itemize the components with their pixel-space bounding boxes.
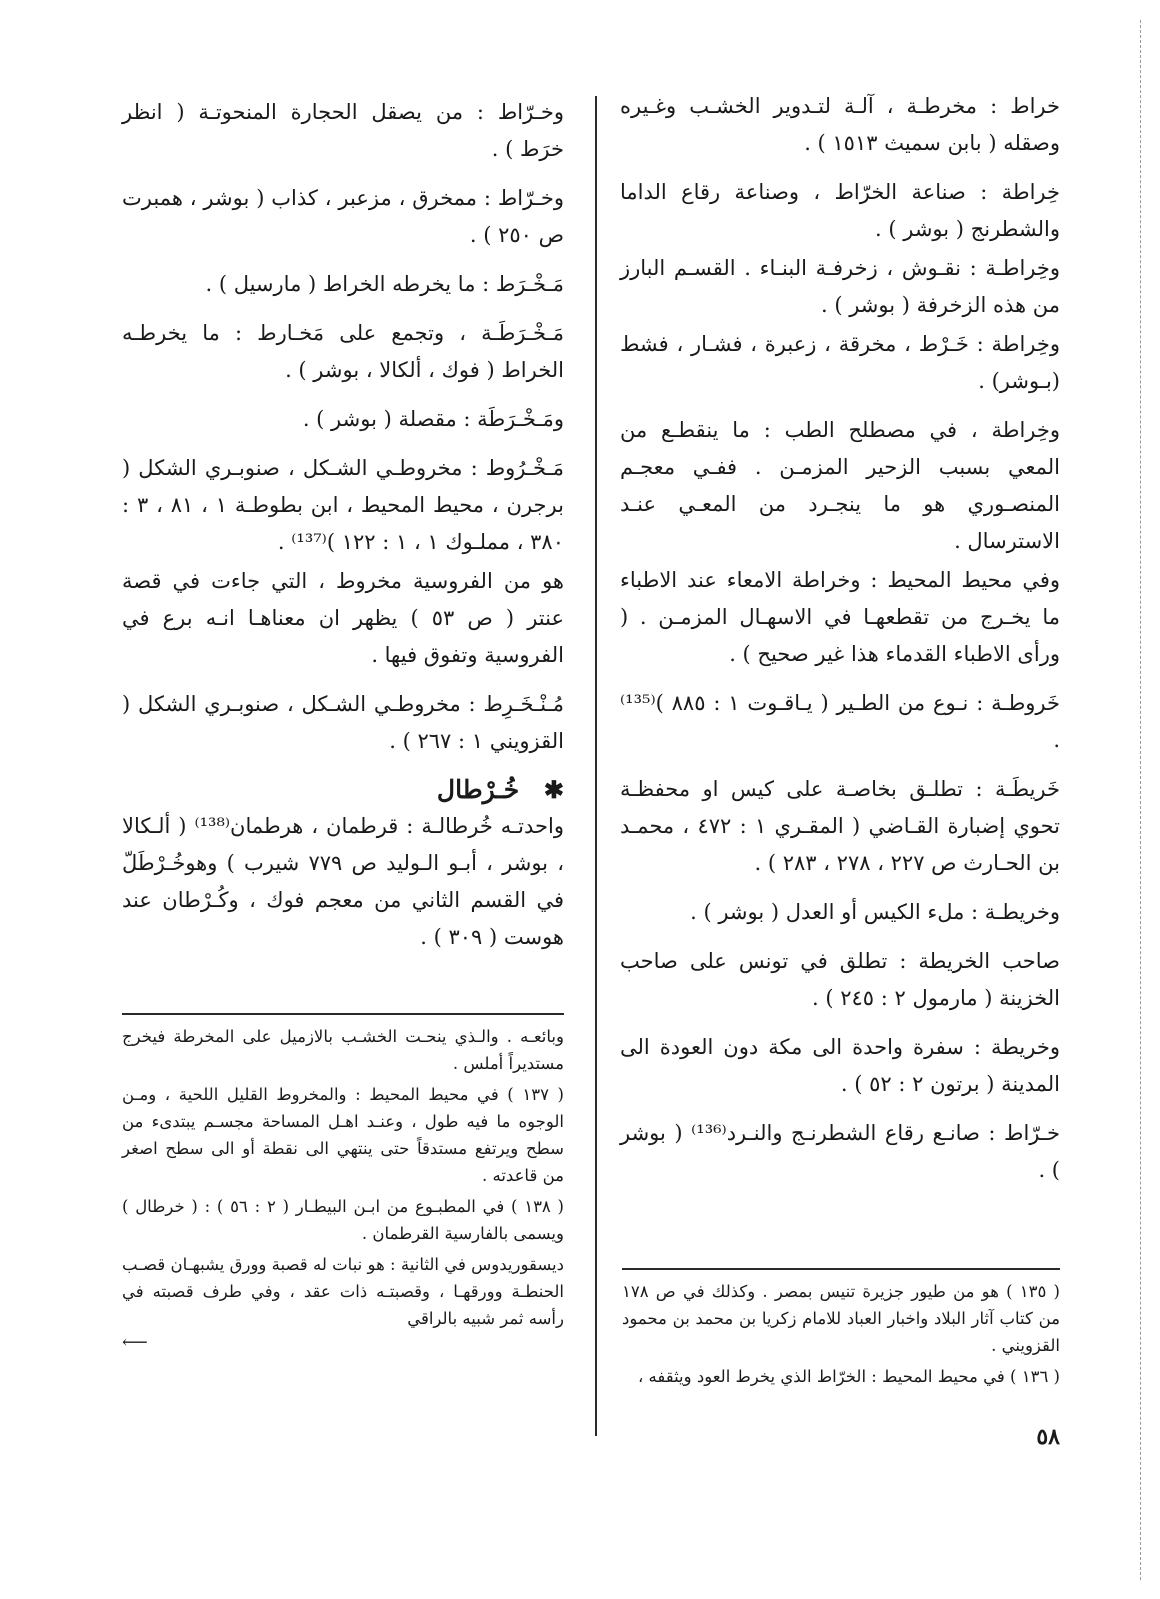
entry: خِراطة : صناعة الخرّاط ، وصناعة رقاع الداما والشطرنج ( بوشر ) . <box>620 180 1060 241</box>
entry: خراط : مخرطـة ، آلـة لتـدوير الخشـب وغـيره وصقله ( بابن سميث ١٥١٣ ) . <box>620 94 1060 155</box>
entry: وخـرّاط : من يصقل الحجارة المنحوتـة ( انظر خرَط ) . <box>122 100 564 161</box>
footnote-rule <box>122 1013 564 1015</box>
star-icon: ✱ <box>543 775 564 804</box>
left-column <box>122 94 564 968</box>
entry: مَـخْـرَط : ما يخرطه الخراط ( مارسيل ) . <box>205 272 564 296</box>
entry: خَروطـة : نـوع من الطـير ( يـاقـوت ١ : ٨٨٥ )⁽¹³⁵⁾ . <box>620 691 1061 752</box>
entry: وفي محيط المحيط : وخراطة الامعاء عند الاطباء ما يخـرج من تقطعهـا في الاسهـال المزمـن . ( ورأى الاطباء القدماء هذا غير صحيح ) . <box>620 568 1060 666</box>
entry: مَـخْـرُوط : مخروطـي الشـكل ، صنوبـري الشكل ( برجرن ، محيط المحيط ، ابن بطوطـة ١ ، ٨١ ، ٣ : ٣٨٠ ، مملـوك ١ ، ١ : ١٢٢ )⁽¹³⁷⁾ . <box>122 456 564 554</box>
entry: وخِراطـة : نقـوش ، زخرفـة البنـاء . القسـم البارز من هذه الزخرفة ( بوشر ) . <box>620 256 1060 317</box>
section-heading <box>122 772 564 808</box>
entry: وخريطـة : ملء الكيس أو العدل ( بوشر ) . <box>690 900 1060 924</box>
page-number: ٥٨ <box>1036 1424 1060 1450</box>
footnotes-left <box>122 1023 564 1353</box>
entry: وخِراطة ، في مصطلح الطب : ما ينقطـع من المعي بسبب الزحير المزمـن . ففـي معجـم المنصـوري هو ما ينجـرد من المعـي عنـد الاسترسال . <box>620 418 1060 553</box>
footnote-rule <box>622 1268 1060 1270</box>
entry: واحدتـه خُرطالـة : قرطمان ، هرطمان⁽¹³⁸⁾ ( ألـكالا ، بوشر ، أبـو الـوليد ص ٧٧٩ شيرب ) وهوخُـرْطَلّ في القسم الثاني من معجم فوك ، وكُـرْطان عند هوست ( ٣٠٩ ) . <box>122 814 564 949</box>
column-divider <box>595 96 597 1436</box>
entry: خـرّاط : صانـع رقاع الشطرنـج والنـرد⁽¹³⁶⁾ ( بوشر ) . <box>620 1121 1061 1182</box>
scan-edge <box>1140 20 1142 1580</box>
entry: وخِراطة : خَـرْط ، مخرقة ، زعبرة ، فشـار ، فشط (بـوشر) . <box>620 332 1060 393</box>
heading-word: خُـرْطال <box>436 775 520 804</box>
footnote: ( ١٣٦ ) في محيط المحيط : الخرّاط الذي يخرط العود ويثقفه ، <box>637 1367 1060 1386</box>
footnotes-right <box>622 1278 1060 1394</box>
right-column <box>620 88 1060 1201</box>
entry: وخـرّاط : ممخرق ، مزعبر ، كذاب ( بوشر ، همبرت ص ٢٥٠ ) . <box>122 186 564 247</box>
footnote: ( ١٣٧ ) في محيط المحيط : والمخروط القليل اللحية ، ومـن الوجوه ما فيه طول ، وعنـد اهـل المساحة مجسـم يبتدىء من سطح ويرتفع مستدقاً حتى ينتهي الى نقطة أو الى سطح اصغر من قاعدته . <box>122 1085 564 1185</box>
footnote: وبائعـه . والـذي ينحـت الخشـب بالازميل على المخرطة فيخرج مستديراً أملس . <box>122 1027 564 1073</box>
footnote: ( ١٣٨ ) في المطبـوع من ابـن البيطـار ( ٢ : ٥٦ ) : ( خرطال ) ويسمى بالفارسية القرطمان . <box>122 1197 564 1243</box>
entry: وخريطة : سفرة واحدة الى مكة دون العودة الى المدينة ( برتون ٢ : ٥٢ ) . <box>620 1035 1060 1096</box>
footnote: ديسقوريدوس في الثانية : هو نبات له قصبة وورق يشبهـان قصـب الحنطـة وورقهـا ، وقصبتـه ذات عقد ، وفي طرف قصبته في رأسه ثمر شبيه بالراقي <box>122 1255 564 1328</box>
continuation-arrow-icon: ⟵ <box>122 1332 148 1353</box>
entry: هو من الفروسية مخروط ، التي جاءت في قصة عنتر ( ص ٥٣ ) يظهر ان معناهـا انـه برع في الفروسية وتفوق فيها . <box>122 569 564 667</box>
entry: ومَـخْـرَطَة : مقصلة ( بوشر ) . <box>302 407 564 431</box>
entry: خَريطَـة : تطلـق بخاصـة على كيس او محفظـة تحوي إضبارة القـاضي ( المقـري ١ : ٤٧٢ ، محمـد بن الحـارث ص ٢٢٧ ، ٢٧٨ ، ٢٨٣ ) . <box>620 777 1061 875</box>
entry: صاحب الخريطة : تطلق في تونس على صاحب الخزينة ( مارمول ٢ : ٢٤٥ ) . <box>620 949 1060 1010</box>
entry: مُـنْـخَـرِط : مخروطـي الشـكل ، صنوبـري الشكل ( القزويني ١ : ٢٦٧ ) . <box>122 692 564 753</box>
footnote: ( ١٣٥ ) هو من طيور جزيرة تنيس بمصر . وكذلك في ص ١٧٨ من كتاب آثار البلاد واخبار العباد للامام زكريا بن محمد بن محمود القزويني . <box>622 1282 1060 1355</box>
entry: مَـخْـرَطَـة ، وتجمع على مَخـارط : ما يخرطـه الخراط ( فوك ، ألكالا ، بوشر ) . <box>122 321 564 382</box>
